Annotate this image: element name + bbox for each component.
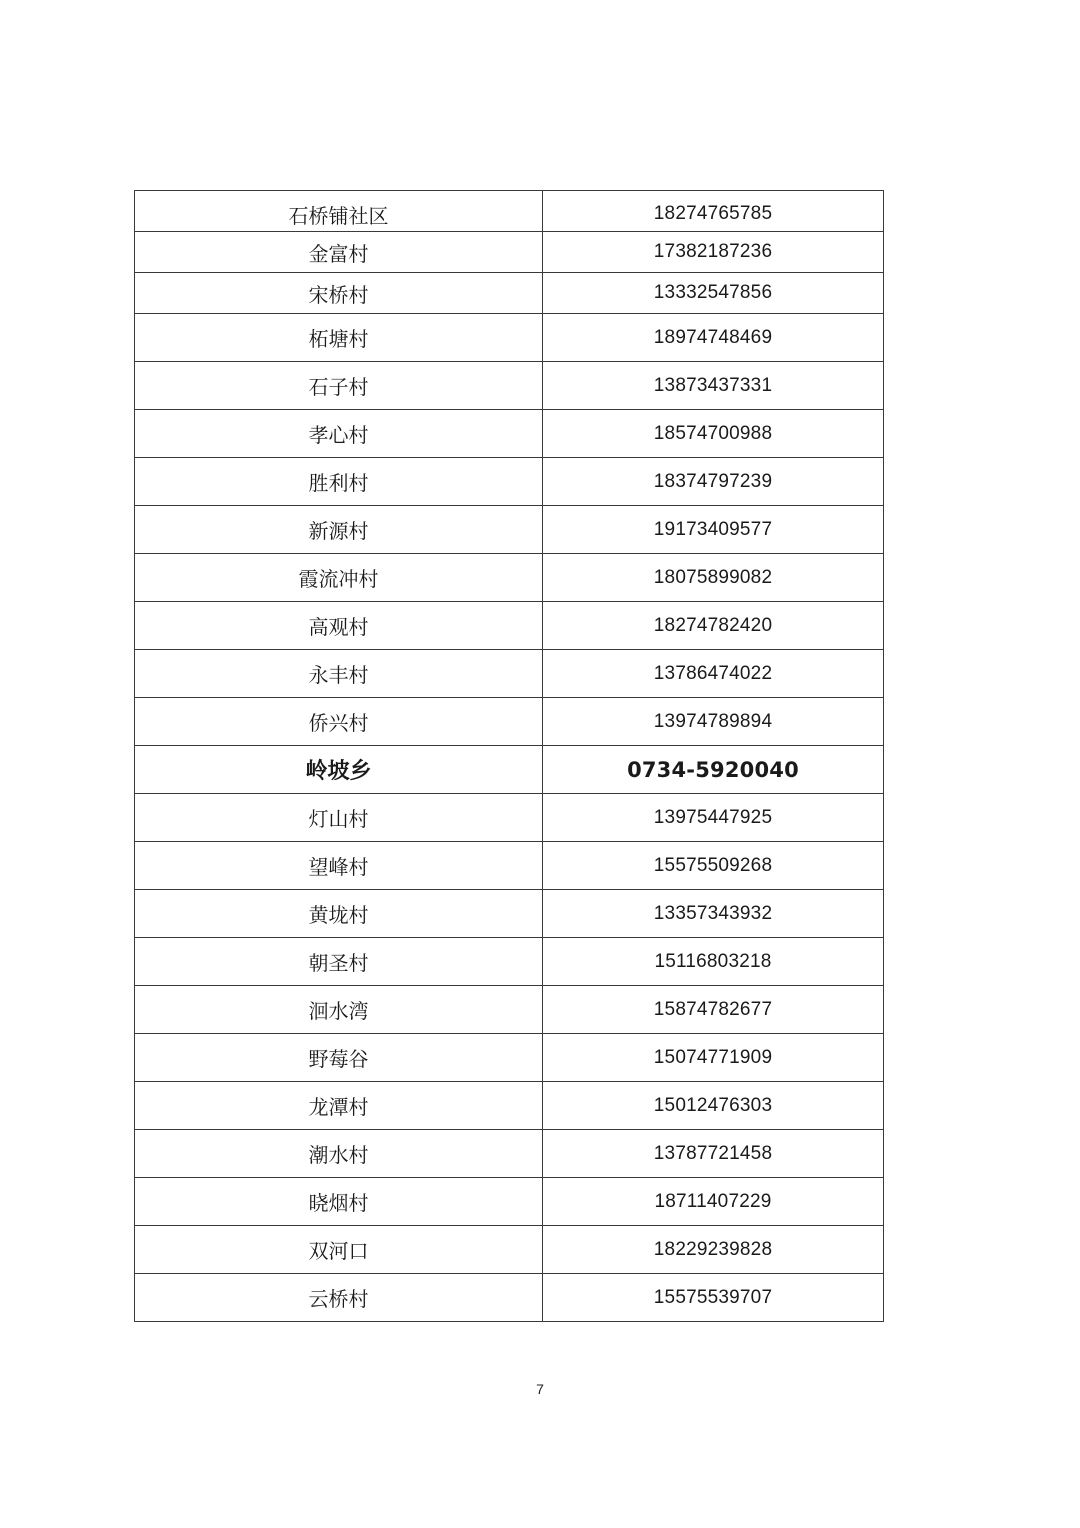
phone-number: 15874782677 xyxy=(543,986,884,1034)
village-name: 龙潭村 xyxy=(135,1082,543,1130)
table-row xyxy=(135,458,884,506)
table-row xyxy=(135,1226,884,1274)
phone-number: 13873437331 xyxy=(543,362,884,410)
village-name: 宋桥村 xyxy=(135,273,543,314)
village-name: 柘塘村 xyxy=(135,314,543,362)
table-row xyxy=(135,506,884,554)
phone-number: 15012476303 xyxy=(543,1082,884,1130)
phone-number: 13787721458 xyxy=(543,1130,884,1178)
phone-number: 18274782420 xyxy=(543,602,884,650)
table-row xyxy=(135,314,884,362)
village-name: 高观村 xyxy=(135,602,543,650)
village-name: 新源村 xyxy=(135,506,543,554)
table-row xyxy=(135,1274,884,1322)
table-row xyxy=(135,362,884,410)
village-name: 霞流冲村 xyxy=(135,554,543,602)
table-row xyxy=(135,842,884,890)
phone-number: 13786474022 xyxy=(543,650,884,698)
township-row xyxy=(135,746,884,794)
village-name: 朝圣村 xyxy=(135,938,543,986)
phone-number: 15575509268 xyxy=(543,842,884,890)
table-row xyxy=(135,1178,884,1226)
table-row xyxy=(135,698,884,746)
village-name: 洄水湾 xyxy=(135,986,543,1034)
village-name: 孝心村 xyxy=(135,410,543,458)
phone-number: 13357343932 xyxy=(543,890,884,938)
phone-number: 13332547856 xyxy=(543,273,884,314)
table-row xyxy=(135,938,884,986)
township-name: 岭坡乡 xyxy=(135,746,543,794)
table-row xyxy=(135,191,884,232)
phone-number: 15116803218 xyxy=(543,938,884,986)
village-name: 潮水村 xyxy=(135,1130,543,1178)
table-row xyxy=(135,794,884,842)
table-row xyxy=(135,602,884,650)
phone-number: 17382187236 xyxy=(543,232,884,273)
table-row xyxy=(135,986,884,1034)
village-name: 双河口 xyxy=(135,1226,543,1274)
phone-number: 18229239828 xyxy=(543,1226,884,1274)
phone-number: 15074771909 xyxy=(543,1034,884,1082)
contact-table xyxy=(134,190,884,1322)
table-row xyxy=(135,410,884,458)
village-name: 望峰村 xyxy=(135,842,543,890)
table-row xyxy=(135,1082,884,1130)
phone-number: 13974789894 xyxy=(543,698,884,746)
village-name: 石子村 xyxy=(135,362,543,410)
table-row xyxy=(135,650,884,698)
table-row xyxy=(135,1130,884,1178)
village-name: 灯山村 xyxy=(135,794,543,842)
phone-number: 13975447925 xyxy=(543,794,884,842)
table-row xyxy=(135,273,884,314)
township-phone: 0734-5920040 xyxy=(543,746,884,794)
phone-number: 15575539707 xyxy=(543,1274,884,1322)
phone-number: 18574700988 xyxy=(543,410,884,458)
table-row xyxy=(135,554,884,602)
village-name: 金富村 xyxy=(135,232,543,273)
phone-number: 18974748469 xyxy=(543,314,884,362)
village-name: 晓烟村 xyxy=(135,1178,543,1226)
table-row xyxy=(135,890,884,938)
table-row xyxy=(135,232,884,273)
phone-number: 18374797239 xyxy=(543,458,884,506)
page-number: 7 xyxy=(536,1381,544,1397)
village-name: 野莓谷 xyxy=(135,1034,543,1082)
village-name: 胜利村 xyxy=(135,458,543,506)
village-name: 永丰村 xyxy=(135,650,543,698)
phone-number: 18274765785 xyxy=(543,191,884,232)
phone-number: 18075899082 xyxy=(543,554,884,602)
phone-number: 18711407229 xyxy=(543,1178,884,1226)
village-name: 侨兴村 xyxy=(135,698,543,746)
village-name: 黄垅村 xyxy=(135,890,543,938)
village-name: 云桥村 xyxy=(135,1274,543,1322)
village-name: 石桥铺社区 xyxy=(135,191,543,232)
table-row xyxy=(135,1034,884,1082)
phone-number: 19173409577 xyxy=(543,506,884,554)
